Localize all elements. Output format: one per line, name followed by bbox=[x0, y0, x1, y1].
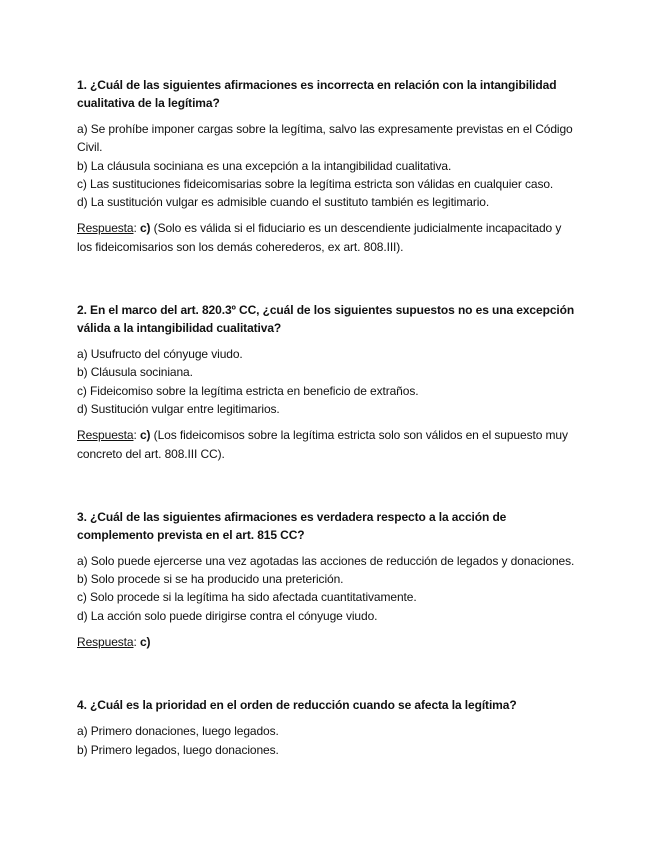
answer-label: Respuesta bbox=[77, 635, 134, 650]
option-d: d) Sustitución vulgar entre legitimarios. bbox=[77, 401, 280, 416]
answer-letter: c) bbox=[139, 635, 151, 650]
spacer bbox=[77, 651, 579, 696]
option-a: a) Solo puede ejercerse una vez agotadas las acciones de reducción de legados y donaciones. bbox=[77, 553, 575, 568]
answer bbox=[77, 426, 579, 463]
option-c: c) Solo procede si la legítima ha sido afectada cuantitativamente. bbox=[77, 590, 417, 605]
answer-text: (Solo es válida si el fiduciario es un descendiente judicialmente incapacitado y los fideicomisarios son los demás coherederos, ex art. 808.III). bbox=[77, 221, 562, 254]
option-b: b) Solo procede si se ha producido una preterición. bbox=[77, 572, 344, 587]
question-1 bbox=[77, 76, 579, 256]
answer bbox=[77, 219, 579, 256]
option-b: b) La cláusula sociniana es una excepción a la intangibilidad cualitativa. bbox=[77, 158, 452, 173]
option-a: a) Primero donaciones, luego legados. bbox=[77, 724, 279, 739]
question-2 bbox=[77, 301, 579, 463]
option-b: b) Cláusula sociniana. bbox=[77, 365, 193, 380]
spacer bbox=[77, 256, 579, 301]
option-c: c) Fideicomiso sobre la legítima estricta en beneficio de extraños. bbox=[77, 383, 419, 398]
answer-label: Respuesta bbox=[77, 221, 134, 236]
question-title: 2. En el marco del art. 820.3º CC, ¿cuál de los siguientes supuestos no es una excepción válida a la intangibilidad cualitativa? bbox=[77, 303, 575, 336]
answer-label: Respuesta bbox=[77, 428, 134, 443]
answer-letter: c) bbox=[139, 221, 151, 236]
option-d: d) La sustitución vulgar es admisible cuando el sustituto también es legitimario. bbox=[77, 195, 490, 210]
answer bbox=[77, 633, 579, 651]
answer-colon: : bbox=[133, 428, 140, 443]
option-a: a) Usufructo del cónyuge viudo. bbox=[77, 347, 243, 362]
answer-text: (Los fideicomisos sobre la legítima estricta solo son válidos en el supuesto muy concreto del art. 808.III CC). bbox=[77, 428, 568, 461]
spacer bbox=[77, 463, 579, 508]
answer-colon: : bbox=[133, 635, 140, 650]
option-c: c) Las sustituciones fideicomisarias sobre la legítima estricta son válidas en cualquier caso. bbox=[77, 176, 554, 191]
option-a: a) Se prohíbe imponer cargas sobre la legítima, salvo las expresamente previstas en el Código Civil. bbox=[77, 122, 573, 155]
option-b: b) Primero legados, luego donaciones. bbox=[77, 742, 279, 757]
question-title: 3. ¿Cuál de las siguientes afirmaciones es verdadera respecto a la acción de complemento prevista en el art. 815 CC? bbox=[77, 509, 507, 542]
answer-letter: c) bbox=[139, 428, 151, 443]
question-3 bbox=[77, 508, 579, 651]
question-4 bbox=[77, 696, 579, 759]
option-d: d) La acción solo puede dirigirse contra el cónyuge viudo. bbox=[77, 608, 378, 623]
question-title: 4. ¿Cuál es la prioridad en el orden de reducción cuando se afecta la legítima? bbox=[77, 698, 517, 713]
answer-colon: : bbox=[133, 221, 140, 236]
question-title: 1. ¿Cuál de las siguientes afirmaciones es incorrecta en relación con la intangibilidad cualitativa de la legítima? bbox=[77, 78, 557, 110]
